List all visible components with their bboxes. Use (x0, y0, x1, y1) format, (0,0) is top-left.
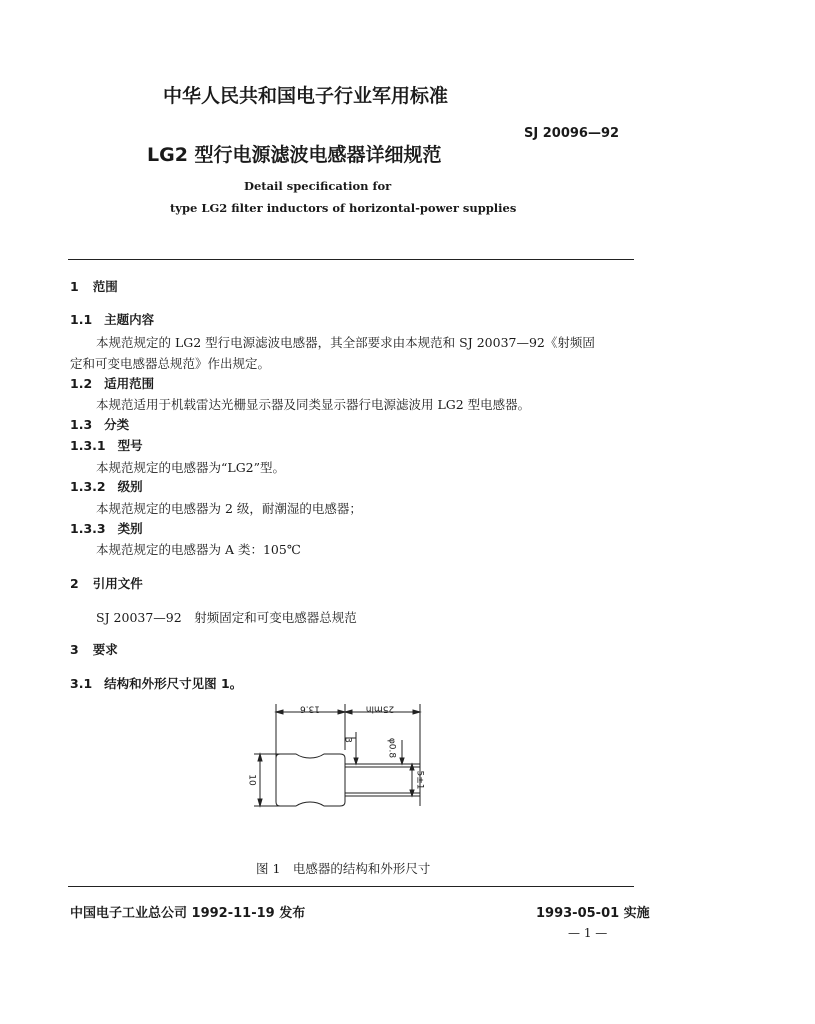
section-num: 1.1 (70, 312, 93, 327)
en-title-line1: Detail specification for (244, 179, 392, 193)
paragraph: 本规范规定的 LG2 型行电源滤波电感器，其全部要求由本规范和 SJ 20037—92《射频固 (96, 335, 595, 350)
section-num: 1.3.1 (70, 438, 106, 453)
section-title: 要求 (92, 642, 118, 657)
doc-code: SJ 20096—92 (524, 126, 620, 141)
section-text: 结构和外形尺寸见图 1。 (104, 676, 243, 691)
section-1-3-3 (70, 519, 143, 537)
dim-label: φ0.8 (386, 737, 397, 759)
section-title: 级别 (117, 479, 143, 494)
section-title: 分类 (104, 417, 130, 432)
paragraph: 本规范适用于机载雷达光栅显示器及同类显示器行电源滤波用 LG2 型电感器。 (96, 397, 531, 412)
paragraph: 本规范规定的电感器为 A 类：105℃ (96, 542, 301, 557)
dim-label: 13.6 (299, 703, 321, 714)
org-title: 中华人民共和国电子行业军用标准 (163, 85, 449, 107)
publisher-line: 中国电子工业总公司 1992-11-19 发布 (70, 906, 306, 921)
section-2 (70, 574, 143, 592)
reference-item: SJ 20037—92 射频固定和可变电感器总规范 (96, 610, 357, 625)
dim-label: 5±1 (414, 770, 425, 790)
section-num: 1.3.2 (70, 479, 106, 494)
section-title: 类别 (117, 521, 143, 536)
footer-rule (68, 886, 634, 887)
section-title: 型号 (117, 438, 143, 453)
section-1 (70, 277, 118, 295)
en-title-line2: type LG2 filter inductors of horizontal-power supplies (170, 201, 517, 215)
section-num: 1 (70, 279, 79, 294)
paragraph: 本规范规定的电感器为“LG2”型。 (96, 460, 286, 475)
section-1-3-2 (70, 477, 143, 495)
section-num: 1.2 (70, 376, 93, 391)
section-3-1 (70, 674, 242, 692)
doc-title: LG2 型行电源滤波电感器详细规范 (147, 144, 442, 166)
figure-caption: 图 1 电感器的结构和外形尺寸 (256, 861, 431, 876)
section-3 (70, 640, 118, 658)
section-1-1 (70, 310, 154, 328)
paragraph: 定和可变电感器总规范》作出规定。 (70, 356, 271, 371)
dim-label: 10 (246, 774, 257, 786)
section-num: 2 (70, 576, 79, 591)
section-num: 1.3 (70, 417, 93, 432)
section-num: 3 (70, 642, 79, 657)
paragraph: 本规范规定的电感器为 2 级，耐潮湿的电感器； (96, 501, 362, 516)
section-title: 引用文件 (92, 576, 143, 591)
section-title: 范围 (92, 279, 118, 294)
dim-label: 3 (342, 737, 353, 743)
dim-label: 25min (365, 703, 395, 714)
page-number: — 1 — (568, 926, 608, 940)
section-num: 3.1 (70, 676, 93, 691)
section-title: 主题内容 (104, 312, 155, 327)
inductor-drawing (230, 700, 440, 820)
section-num: 1.3.3 (70, 521, 106, 536)
effective-date: 1993-05-01 实施 (536, 906, 650, 921)
section-title: 适用范围 (104, 376, 155, 391)
header-rule (68, 259, 634, 260)
section-1-3 (70, 415, 129, 433)
section-1-3-1 (70, 436, 143, 454)
section-1-2 (70, 374, 154, 392)
